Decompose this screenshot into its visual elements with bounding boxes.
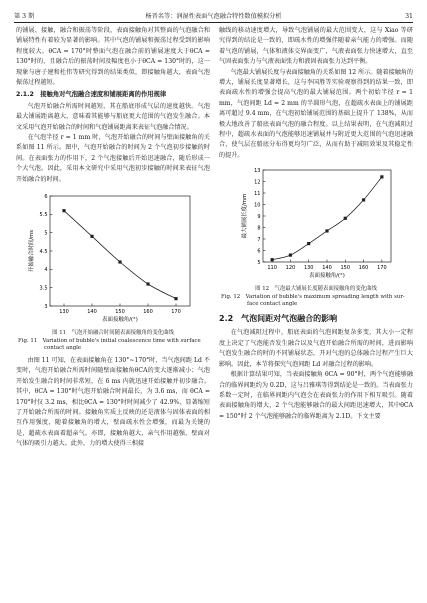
figure-12 <box>219 164 413 309</box>
data-point <box>90 235 93 238</box>
x-tick-label: 140 <box>322 265 332 272</box>
y-tick-label: 5.5 <box>39 212 48 219</box>
figure-12-caption <box>219 286 413 309</box>
left-column <box>16 26 210 450</box>
chart-fig11 <box>16 188 210 330</box>
y-tick-label: 4 <box>44 267 48 274</box>
paragraph: 触线的移动速度增大，导致气泡铺展的最大范围变大，这与 Xiao 等研究得到的结论是一致的，即疏水性的增强伴随着亲气能力的增强。而随着气泡的铺展，气体和液体交界面变广，气液表面张力快速增大，直至气固表面张力与气液表面张力和液固表面张力达到平衡。 <box>219 27 413 66</box>
y-tick-label: 8 <box>257 225 261 232</box>
data-point <box>380 176 383 179</box>
series-line <box>272 177 382 260</box>
figure-caption-en: face contact angle <box>247 301 298 308</box>
y-tick-label: 6 <box>257 248 261 255</box>
data-point <box>325 230 328 233</box>
y-tick-label: 11 <box>254 191 261 198</box>
x-tick-label: 120 <box>285 265 296 272</box>
plot-frame <box>50 196 190 306</box>
data-point <box>289 254 292 257</box>
x-tick-label: 140 <box>87 309 97 316</box>
x-tick-label: 110 <box>267 265 277 272</box>
y-tick-label: 4.5 <box>39 248 48 255</box>
paragraph: 由图 11 可知，在表面接触角在 130°~170°时，当气泡间距 Ld 不变时，气泡开始融合所需时间随壁面接触角θCA的变大逐渐减小；气泡开始发生融合的时间非常短，在 6 ms 内就迅速开始接触并初步融合。其中，θCA = 130°时气泡开始融合时间最长，为 3.6 ms，而 θCA = 170°时仅 3.2 ms，相比θCA = 130°时时间减少了 42.9%，显著缩短了开始融合所需的时间。接触角实质上反映的还是液体与固体表面的相互作用强度，随着接触角的增大，壁面疏水性会增强，而最为关键的是，超疏水表面着超亲气。亦即，接触角越大，亲气作用越强，壁面对气体的吸引力越大。此外，力的增大使得三相接 <box>16 356 210 448</box>
data-point <box>174 297 177 300</box>
paragraph: 根据计算结果可知，当表面接触角 θCA = 90°时，两个气泡能够融合的临界间距约为 0.2D，这与吕雅琪等得到结论是一致的。当表面张力系数一定时，在临界间距内气泡会在表面张力的作用下相互吸引。随着表面接触角的增大，2 个气泡能够融合的最大间距迅速增大，其中θCA = 150°时 2 个气泡能够融合的临界距离为 2.1D。下文主要 <box>219 371 413 420</box>
page-number: 31 <box>405 13 413 20</box>
figure-caption-en: Fig. 12 Variation of bubble's maximum spreading length with sur- <box>221 293 405 300</box>
series-line <box>64 211 176 299</box>
data-point <box>146 282 149 285</box>
chart-fig12 <box>219 164 413 286</box>
figure-11-caption <box>16 330 210 353</box>
y-tick-label: 5 <box>257 260 261 267</box>
figure-11 <box>16 188 210 353</box>
data-point <box>344 217 347 220</box>
running-title: 杨晋名等：润湿性表面气泡融合特性数值模拟分析 <box>145 13 282 20</box>
y-tick-label: 6 <box>44 193 48 200</box>
data-point <box>271 258 274 261</box>
x-tick-label: 160 <box>143 309 153 316</box>
data-point <box>62 209 65 212</box>
x-axis-label: 表面接触角/(°) <box>309 273 345 280</box>
data-point <box>118 260 121 263</box>
section-heading-2-2: 2.2 气泡间距对气泡融合的影响 <box>219 314 338 324</box>
figure-caption-cn: 图 12 气泡最大铺展长度随表面接触角的变化曲线 <box>255 286 377 293</box>
x-tick-label: 160 <box>358 265 369 272</box>
paragraph: 气泡最大铺展长度与表面接触角的关系如图 12 所示。随着接触角的增大，铺展长度显著增长，这与李国胜等实验观察得到的结果一致，即表面疏水性的增强会提高气泡的最大铺展范围。两个初始半径 r = 1 mm，气泡间距 Ld = 2 mm 的半圆形气泡，在超疏水表面上的铺展距离可超过 9.4 mm，在气泡初始铺展范围的基础上提升了 138%，从而极大地改善了船底表面气泡的融合程度。以上结果表明，在气泡减阻过程中，超疏水表面的气泡能够迅速铺展并与附近更大范围的气泡迅速融合，使气层在船底分布得更均匀广泛，从而有助于减阻效果及其稳定性的提升。 <box>219 68 413 159</box>
x-tick-label: 130 <box>303 265 314 272</box>
y-tick-label: 5 <box>44 230 48 237</box>
y-tick-label: 13 <box>254 168 261 175</box>
y-tick-label: 10 <box>254 202 261 209</box>
x-tick-label: 150 <box>340 265 351 272</box>
figure-caption-cn: 图 11 气泡开始融合时间随表面接触角的变化曲线 <box>52 330 174 337</box>
paragraph: 在气泡半径 r = 1 mm 时，气泡开始融合的时间与壁面接触角的关系如图 11 所示。图中，气泡开始融合的时间为 2 个气泡初步接触的时间。在表面张力的作用下，2 个气泡接触后开始迅速融合，随后形成一个大气泡。因此，采用本文研究中采用气泡初步接触的时间来表征气泡开始融合的时间。 <box>16 134 210 183</box>
paragraph: 的铺展、接触，融合和振荡等阶段，表面接触角对其整面的气泡融合和铺展特性有着较为显著的影响。其中气泡的铺展和振荡过程受到的影响程度较大。θCA = 170°时整面气泡在融合前的铺展速度大于θCA = 130°时的，且融合后的振荡时间及幅度也小于θCA = 130°时的，这一现象与唐子建和杜伟等研究得到的结果类似，即接触角越大，表面气泡振荡过程越短。 <box>16 27 210 87</box>
figure-caption-en: Fig. 11 Variation of bubble's initial coalescence time with surface <box>18 337 201 344</box>
y-tick-label: 9 <box>257 214 261 221</box>
data-point <box>307 242 310 245</box>
x-tick-label: 130 <box>59 309 69 316</box>
y-tick-label: 7 <box>257 237 261 244</box>
x-tick-label: 170 <box>377 265 387 272</box>
y-tick-label: 12 <box>254 179 261 186</box>
right-column <box>219 26 413 422</box>
plot-frame <box>263 170 391 262</box>
header-rule <box>14 22 413 23</box>
issue-number: 第 3 期 <box>14 13 35 20</box>
page-header <box>14 8 413 20</box>
section-heading-2-1-2: 2.1.2 接触角对气泡融合速度和铺展距离的作用规律 <box>16 91 167 99</box>
data-point <box>362 199 365 202</box>
x-axis-label: 表面接触角/(°) <box>102 317 138 324</box>
y-tick-label: 3.5 <box>39 285 48 292</box>
x-tick-label: 170 <box>171 309 181 316</box>
x-tick-label: 150 <box>115 309 125 316</box>
y-tick-label: 3 <box>44 303 48 310</box>
y-axis-label: 开始融合时间/ms <box>29 229 35 273</box>
paragraph: 在气泡减阻过程中，船底表面的气泡间距复杂多变，其大小一定程度上决定了气泡能否发生融合以及气泡开始融合所需的时间，进而影响气泡发生融合的时的不同铺展状态，开对气泡的总体融合过程产生巨大影响。因此，本节将探究气泡间距 Ld 对融合过程的影响。 <box>219 329 413 368</box>
y-axis-label: 最大铺展长度/mm <box>242 193 248 239</box>
figure-caption-en: contact angle <box>44 345 82 352</box>
paragraph: 气泡开始融合所需时间越短，其在船底形成气层的速度越快。气泡最大铺展距离越大，意味着其能够与船底更大范围的气泡发生融合。本文采用气泡开始融合的时间和气泡铺展距离来表征气泡融合情况。 <box>16 102 210 131</box>
